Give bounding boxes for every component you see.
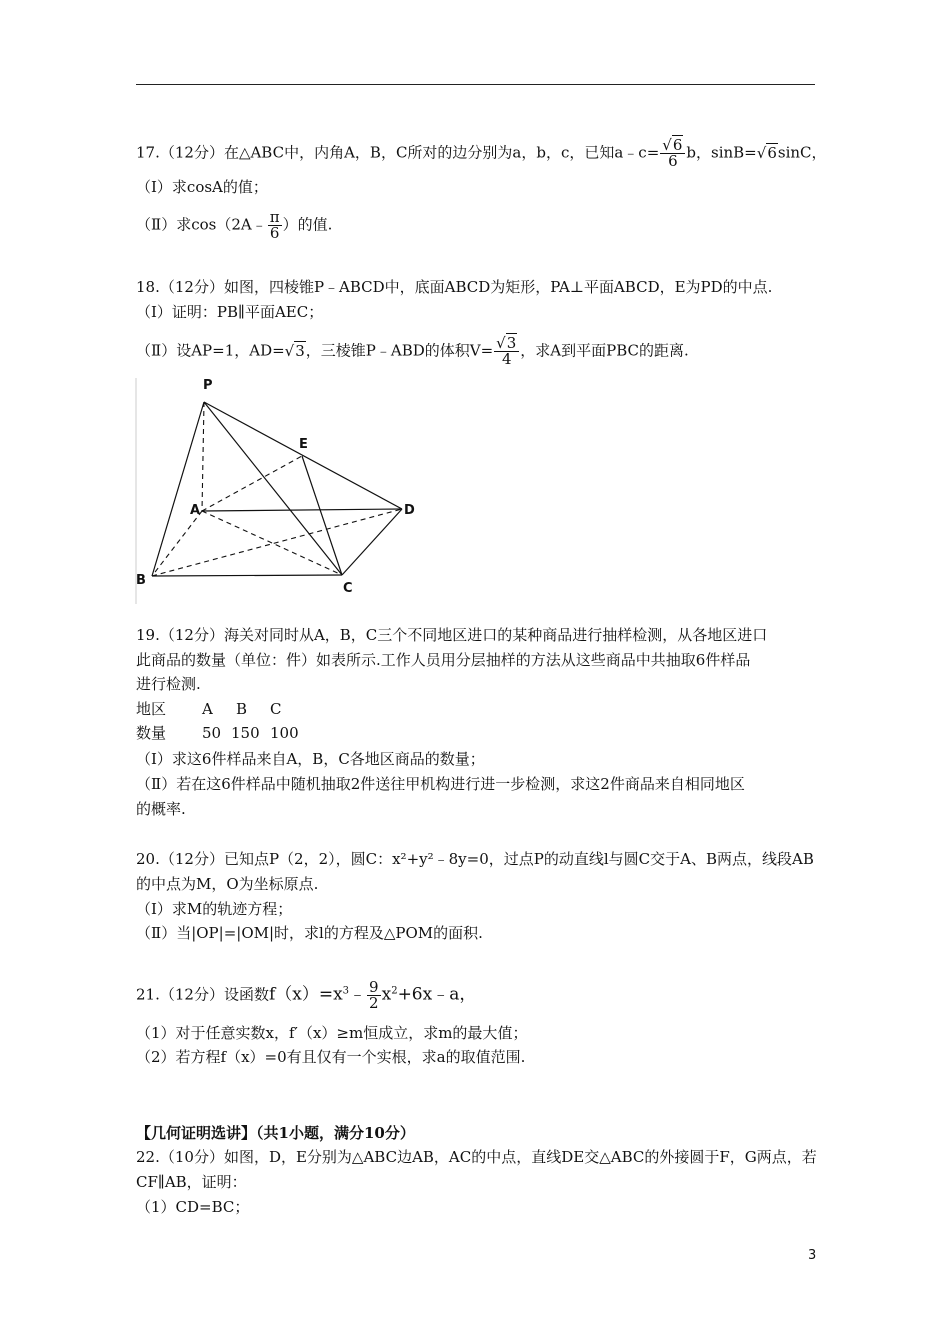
q19-line3: 进行检测. xyxy=(136,675,201,693)
table-cell: 数量 xyxy=(136,724,167,742)
page-number: 3 xyxy=(808,1248,817,1263)
edge-AE xyxy=(202,456,302,511)
q21-exp1: 3 xyxy=(342,985,350,997)
q19-line2: 此商品的数量（单位：件）如表所示.工作人员用分层抽样的方法从这些商品中共抽取6件样品 xyxy=(136,651,751,669)
q22-line2: CF∥AB，证明： xyxy=(136,1173,247,1191)
edge-BC xyxy=(152,575,342,576)
q18-part2-a: （Ⅱ）设AP=1，AD= xyxy=(136,341,285,360)
q21-part2: （2）若方程f（x）=0有且仅有一个实根，求a的取值范围. xyxy=(136,1048,526,1066)
edge-AC xyxy=(202,511,342,575)
header-rule xyxy=(136,84,815,85)
label-C: C xyxy=(343,581,353,596)
q19-line1: 19.（12分）海关对同时从A，B，C三个不同地区进口的某种商品进行抽样检测，从各地区进口 xyxy=(136,626,768,644)
q21-func-a: f（x）=x xyxy=(268,984,343,1005)
table-cell: 50 xyxy=(202,724,222,742)
q21-part1: （1）对于任意实数x，f′（x）≥m恒成立，求m的最大值； xyxy=(136,1024,528,1042)
pyramid-figure xyxy=(132,372,432,604)
q18-part2-b: ，三棱锥P﹣ABD的体积V= xyxy=(305,341,494,360)
q21-func-b: ﹣ xyxy=(349,984,367,1005)
q17-part2-a: （Ⅱ）求cos（2A﹣ xyxy=(136,215,267,234)
label-P: P xyxy=(203,378,213,393)
q18-part2-c: ，求A到平面PBC的距离. xyxy=(520,341,689,360)
q18-fraction-sqrt3-over-4: $\frac{√3}{4}$ xyxy=(494,336,519,367)
table-header-cell: A xyxy=(202,700,213,718)
q17-part1: （Ⅰ）求cosA的值； xyxy=(136,178,268,196)
q19-part2-a: （Ⅱ）若在这6件样品中随机抽取2件送往甲机构进行进一步检测，求这2件商品来自相同地区 xyxy=(136,775,745,793)
table-cell: 100 xyxy=(270,724,299,742)
q17-part2-b: ）的值. xyxy=(282,215,333,234)
q21-text-a: 21.（12分）设函数 xyxy=(136,985,269,1004)
q17-frac-den: 6 xyxy=(668,152,678,170)
q22-part1: （1）CD=BC； xyxy=(136,1198,250,1216)
q20-part1: （Ⅰ）求M的轨迹方程； xyxy=(136,900,293,918)
q17-sqrt6: √6 xyxy=(756,143,777,162)
q18-line1: 18.（12分）如图，四棱锥P﹣ABCD中，底面ABCD为矩形，PA⊥平面ABCD，E为PD的中点. xyxy=(136,278,773,296)
section-title: 【几何证明选讲】（共1小题，满分10分） xyxy=(136,1124,415,1142)
q19-part1: （Ⅰ）求这6件样品来自A，B，C各地区商品的数量； xyxy=(136,750,485,768)
edge-AD xyxy=(202,509,402,511)
q20-part2: （Ⅱ）当|OP|=|OM|时，求l的方程及△POM的面积. xyxy=(136,924,483,942)
q17-fraction-sqrt6-over-6: $\frac{√6}{6}$ xyxy=(660,138,685,169)
q17-text-a: 17.（12分）在△ABC中，内角A，B，C所对的边分别为a，b，c，已知a﹣c= xyxy=(136,143,660,162)
q19-part2-b: 的概率. xyxy=(136,800,186,818)
q17-part2 xyxy=(136,210,332,241)
q18-sqrt3: √3 xyxy=(284,341,305,360)
q20-line2: 的中点为M，O为坐标原点. xyxy=(136,875,319,893)
label-A: A xyxy=(190,503,201,518)
table-header-cell: C xyxy=(270,700,282,718)
table-header-cell: 地区 xyxy=(136,700,167,718)
edge-PB xyxy=(152,402,204,576)
q17-fraction-pi-over-6: $\frac{\pi}{6}$ xyxy=(269,208,280,242)
q18-part2 xyxy=(136,336,689,367)
label-E: E xyxy=(299,437,308,452)
q21-line1 xyxy=(136,980,476,1011)
q21-func-c: x xyxy=(381,984,392,1005)
edge-AB xyxy=(152,511,202,576)
q17-frac-num: 6 xyxy=(672,136,683,154)
edge-BD xyxy=(152,509,402,576)
q18-part1: （Ⅰ）证明：PB∥平面AEC； xyxy=(136,303,324,321)
edge-CD xyxy=(342,509,402,575)
q17-line1 xyxy=(136,138,827,169)
pyramid-diagram xyxy=(132,372,432,604)
label-B: B xyxy=(136,573,146,588)
edge-PA xyxy=(202,402,204,511)
edge-PC xyxy=(204,402,342,575)
q21-exp2: 2 xyxy=(391,985,398,997)
q20-line1: 20.（12分）已知点P（2，2），圆C：x²+y²﹣8y=0，过点P的动直线l与圆C交于A、B两点，线段AB xyxy=(136,850,814,868)
q22-line1: 22.（10分）如图，D，E分别为△ABC边AB，AC的中点，直线DE交△ABC的外接圆于F，G两点，若 xyxy=(136,1148,817,1166)
q21-func-d: +6x﹣a， xyxy=(397,984,477,1005)
q17-text-c: sinC， xyxy=(777,143,827,162)
q17-text-b: b，sinB= xyxy=(686,143,757,162)
q21-fraction-9-over-2: $\frac{9}{2}$ xyxy=(369,978,379,1012)
label-D: D xyxy=(404,503,415,518)
table-cell: 150 xyxy=(231,724,260,742)
table-header-cell: B xyxy=(236,700,248,718)
